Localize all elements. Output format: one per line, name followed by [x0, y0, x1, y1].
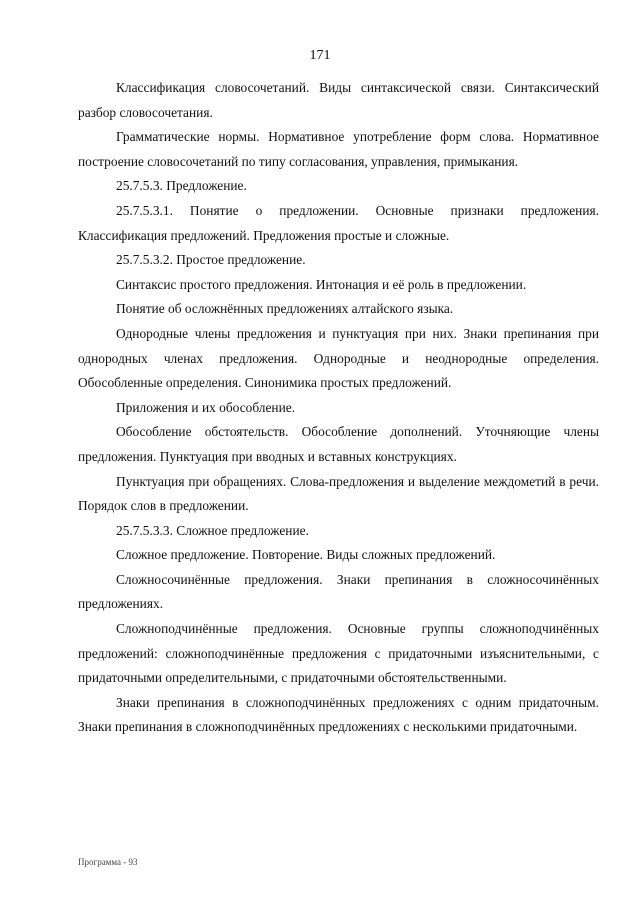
- paragraph: Понятие об осложнённых предложениях алтайского языка.: [116, 301, 454, 317]
- paragraph: 25.7.5.3.1. Понятие о предложении. Основные признаки предложения. Классификация предложений. Предложения простые и сложные.: [78, 202, 599, 243]
- paragraph: Грамматические нормы. Нормативное употребление форм слова. Нормативное построение словосочетаний по типу согласования, управления, примыкания.: [78, 129, 599, 169]
- paragraph: Сложноподчинённые предложения. Основные группы сложноподчинённых предложений: сложноподчинённые предложения с придаточными изъяснительными, с придаточными определительными, с придаточными обстоятельственными.: [78, 621, 599, 686]
- section-heading: 25.7.5.3.3. Сложное предложение.: [116, 522, 309, 538]
- page-footer: Программа - 93: [78, 857, 138, 867]
- paragraph: Знаки препинания в сложноподчинённых предложениях с одним придаточным. Знаки препинания в сложноподчинённых предложениях с несколькими придаточными.: [78, 694, 599, 735]
- section-heading: 25.7.5.3.2. Простое предложение.: [116, 252, 306, 268]
- paragraph: Пунктуация при обращениях. Слова-предложения и выделение междометий в речи. Порядок слов в предложении.: [78, 473, 599, 514]
- section-heading: 25.7.5.3. Предложение.: [116, 178, 247, 194]
- paragraph: Синтаксис простого предложения. Интонация и её роль в предложении.: [116, 276, 527, 292]
- paragraph: Классификация словосочетаний. Виды синтаксической связи. Синтаксический разбор словосочетания.: [78, 80, 599, 120]
- paragraph: Обособление обстоятельств. Обособление дополнений. Уточняющие члены предложения. Пунктуация при вводных и вставных конструкциях.: [78, 424, 599, 464]
- page-number: 171: [309, 48, 331, 63]
- paragraph: Сложносочинённые предложения. Знаки препинания в сложносочинённых предложениях.: [78, 571, 599, 612]
- paragraph: Сложное предложение. Повторение. Виды сложных предложений.: [116, 547, 496, 563]
- paragraph: Приложения и их обособление.: [116, 399, 296, 415]
- paragraph: Однородные члены предложения и пунктуация при них. Знаки препинания при однородных членах предложения. Однородные и неоднородные определения. Обособленные определения. Синонимика простых предложений.: [78, 325, 599, 391]
- document-body: [78, 76, 599, 740]
